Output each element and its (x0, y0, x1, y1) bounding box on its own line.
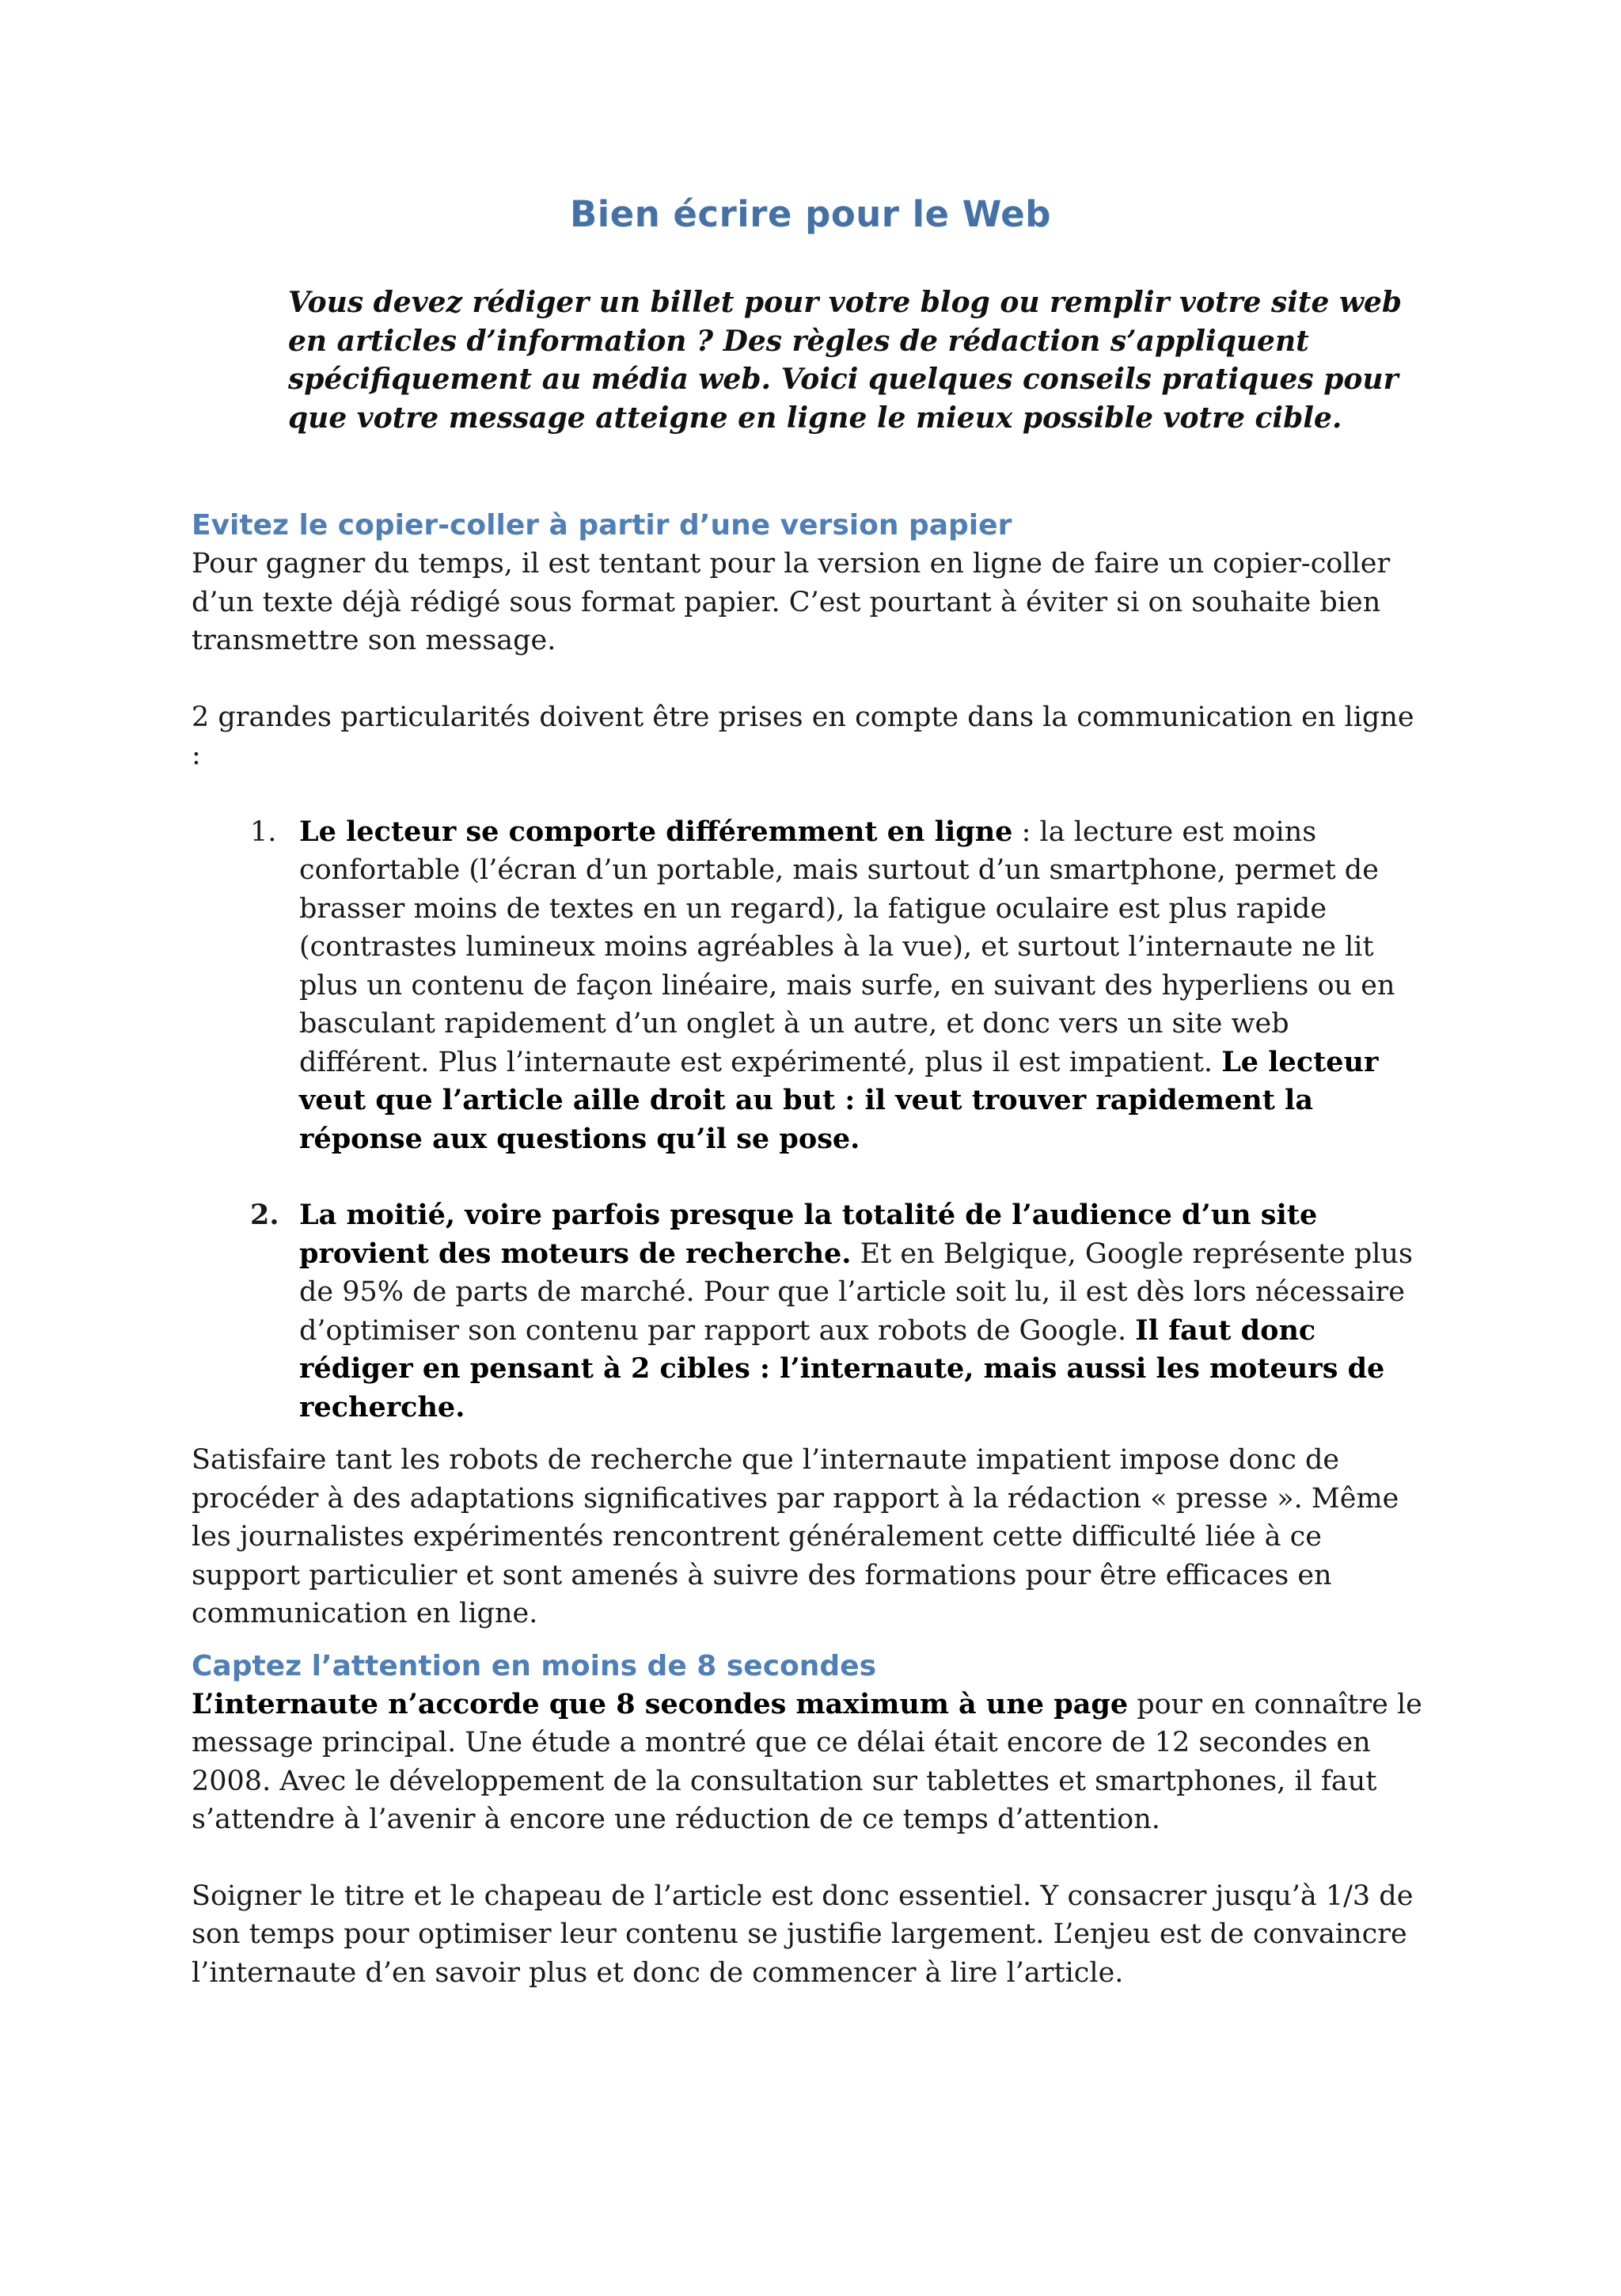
paragraph: Soigner le titre et le chapeau de l’article est donc essentiel. Y consacrer jusqu’à 1/3 de son temps pour optimiser leur contenu se justifie largement. L’enjeu est de convaincre l’internaute d’en savoir plus et donc de commencer à lire l’article. (192, 1880, 1414, 1989)
list-item-text: : la lecture est moins confortable (l’écran d’un portable, mais surtout d’un smartphone, permet de brasser moins de textes en un regard), la fatigue oculaire est plus rapide (contrastes lumineux moins agréables à la vue), et surtout l’internaute ne lit plus un contenu de façon linéaire, mais surfe, en suivant des hyperliens ou en basculant rapidement d’un onglet à un autre, et donc vers un site web différent. Plus l’internaute est expérimenté, plus il est impatient. (299, 815, 1395, 1078)
paragraph: Pour gagner du temps, il est tentant pour la version en ligne de faire un copier-coller d’un texte déjà rédigé sous format papier. C’est pourtant à éviter si on souhaite bien transmettre son message. (192, 548, 1391, 656)
list-item-bold-tail: Il faut donc rédiger en pensant à 2 cibles : l’internaute, mais aussi les moteurs de recherche. (299, 1313, 1385, 1424)
paragraph-bold-lead: L’internaute n’accorde que 8 secondes maximum à une page (192, 1687, 1129, 1720)
paragraph-text: pour en connaître le message principal. Une étude a montré que ce délai était encore de 12 secondes en 2008. Avec le développement de la consultation sur tablettes et smartphones, il faut s’attendre à l’avenir à encore une réduction de ce temps d’attention. (192, 1688, 1422, 1835)
paragraph (192, 1686, 1426, 1839)
section-heading-copier-coller: Evitez le copier-coller à partir d’une version papier (192, 509, 1012, 542)
document-body (192, 507, 1426, 1992)
intro-paragraph: Vous devez rédiger un billet pour votre blog ou remplir votre site web en articles d’information ? Des règles de rédaction s’appliquent spécifiquement au média web. Voici quelques conseils pratiques pour que votre message atteigne en ligne le mieux possible votre cible. (288, 286, 1403, 435)
list-item-bold-lead: La moitié, voire parfois presque la totalité de l’audience d’un site provient des moteurs de recherche. (299, 1199, 1318, 1270)
list-item-text: Et en Belgique, Google représente plus de 95% de parts de marché. Pour que l’article soit lu, il est dès lors nécessaire d’optimiser son contenu par rapport aux robots de Google. (299, 1237, 1413, 1347)
numbered-list (192, 813, 1426, 1427)
list-number: 2. (250, 1199, 279, 1231)
page-title: Bien écrire pour le Web (569, 193, 1052, 235)
list-item (192, 1196, 1426, 1427)
list-number: 1. (250, 815, 277, 848)
list-item (192, 813, 1426, 1159)
list-item-bold-lead: Le lecteur se comporte différemment en ligne (299, 815, 1013, 848)
paragraph: Satisfaire tant les robots de recherche que l’internaute impatient impose donc de procéder à des adaptations significatives par rapport à la rédaction « presse ». Même les journalistes expérimentés rencontrent généralement cette difficulté liée à ce support particulier et sont amenés à suivre des formations pour être efficaces en communication en ligne. (192, 1444, 1399, 1629)
list-item-bold-tail: Le lecteur veut que l’article aille droit au but : il veut trouver rapidement la réponse aux questions qu’il se pose. (299, 1045, 1379, 1155)
paragraph: 2 grandes particularités doivent être prises en compte dans la communication en ligne : (192, 701, 1414, 771)
section-heading-captez-attention: Captez l’attention en moins de 8 secondes (192, 1649, 877, 1682)
